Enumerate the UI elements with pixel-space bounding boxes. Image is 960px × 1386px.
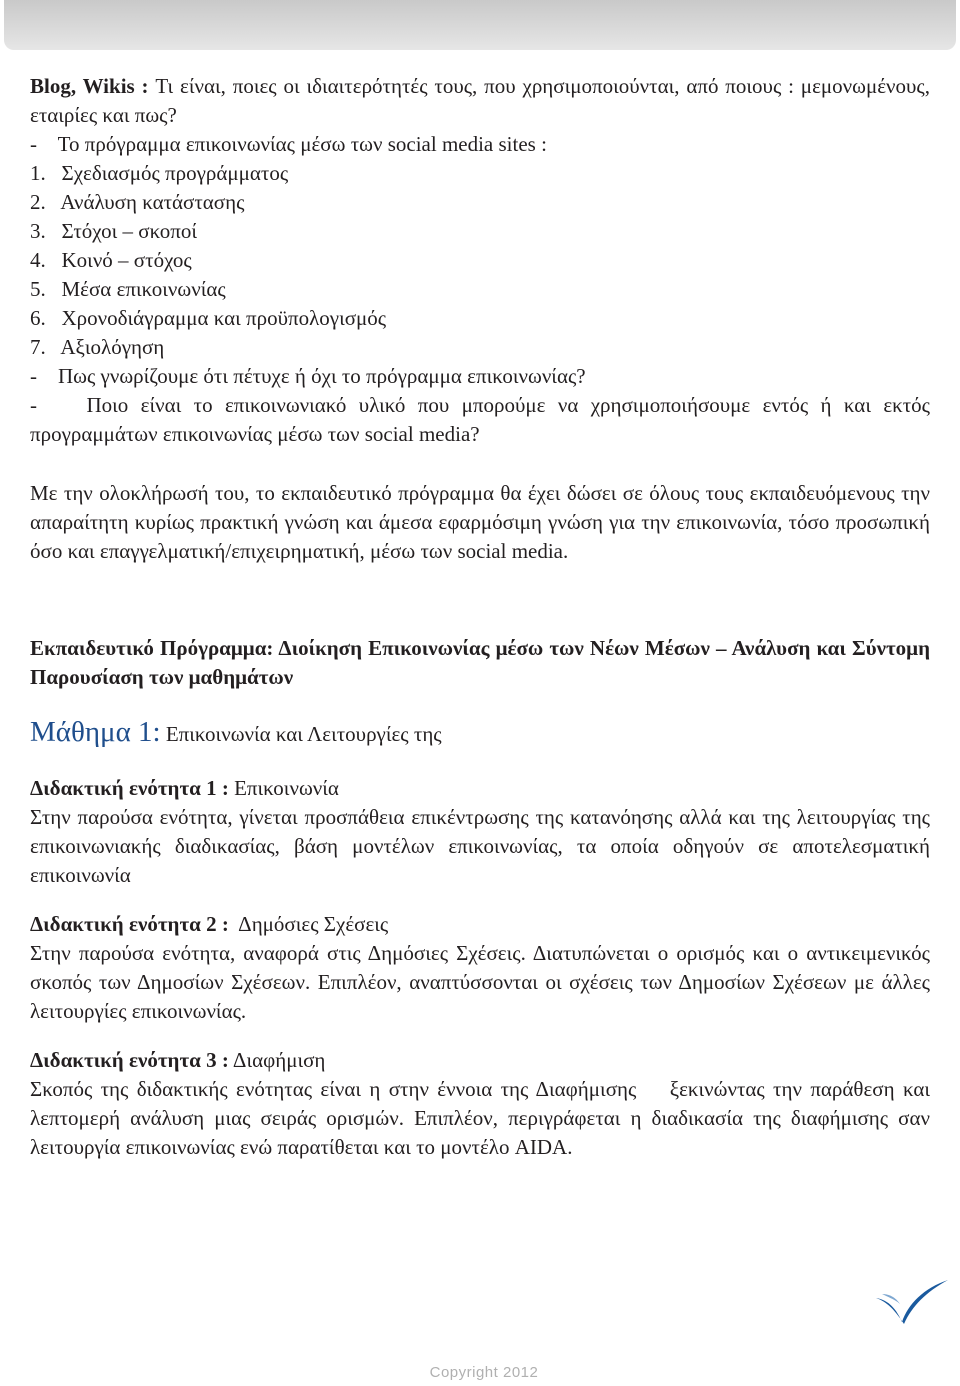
copyright: Copyright 2012 xyxy=(429,1364,539,1381)
unit-name: Διαφήμιση xyxy=(228,1048,326,1072)
lesson-name: Επικοινωνία και Λειτουργίες της xyxy=(160,722,442,746)
list-line: 1. Σχεδιασμός προγράμματος xyxy=(30,161,289,185)
logo-checkmark-icon xyxy=(874,1278,950,1326)
list-line: 5. Μέσα επικοινωνίας xyxy=(30,277,226,301)
list-line: 3. Στόχοι – σκοποί xyxy=(30,219,197,243)
unit-name: Επικοινωνία xyxy=(228,776,339,800)
list-line: 6. Χρονοδιάγραμμα και προϋπολογισμός xyxy=(30,306,387,330)
unit-label: Διδακτική ενότητα 2 : xyxy=(30,912,229,936)
unit-heading xyxy=(30,910,930,939)
unit-text: Σκοπός της διδακτικής ενότητας είναι η στην έννοια της Διαφήμισης ξεκινώντας την παράθεση και λεπτομερή ανάλυση μιας σειράς ορισμών. Επιπλέον, περιγράφεται η διαδικασία της διαφήμισης σαν λειτουργία επικοινωνίας ενώ παρατίθεται και το μοντέλο AIDA. xyxy=(30,1077,936,1159)
unit-heading xyxy=(30,774,930,803)
document-body xyxy=(30,72,936,1162)
list-line: - Πως γνωρίζουμε ότι πέτυχε ή όχι το πρόγραμμα επικοινωνίας? xyxy=(30,364,586,388)
unit-name: Δημόσιες Σχέσεις xyxy=(228,912,389,936)
list-line: 7. Αξιολόγηση xyxy=(30,335,165,359)
intro-paragraph xyxy=(30,72,930,130)
unit-text: Στην παρούσα ενότητα, αναφορά στις Δημόσιες Σχέσεις. Διατυπώνεται ο ορισμός και ο αντικειμενικός σκοπός των Δημοσίων Σχέσεων. Επιπλέον, αναπτύσσονται οι σχέσεις των Δημοσίων Σχέσεων με άλλες λειτουργίες επικοινωνίας. xyxy=(30,941,930,1023)
unit-label: Διδακτική ενότητα 3 : xyxy=(30,1048,229,1072)
intro-text: Τι είναι, ποιες οι ιδιαιτερότητές τους, που χρησιμοποιούνται, από ποιους : μεμονωμένους, εταιρίες και πως? xyxy=(30,74,930,127)
list-line: - Το πρόγραμμα επικοινωνίας μέσω των social media sites : xyxy=(30,132,547,156)
list-line: 2. Ανάλυση κατάστασης xyxy=(30,190,245,214)
unit-label: Διδακτική ενότητα 1 : xyxy=(30,776,229,800)
unit-heading xyxy=(30,1046,930,1075)
header-bar xyxy=(4,0,956,50)
unit-text: Στην παρούσα ενότητα, γίνεται προσπάθεια επικέντρωσης της κατανόησης αλλά και της λειτουργίας της επικοινωνιακής διαδικασίας, βάση μοντέλων επικοινωνίας, τα οποία οδηγούν σε αποτελεσματική επικοινωνία xyxy=(30,805,930,887)
lesson-prefix: Μάθημα 1: xyxy=(30,716,161,748)
program-heading: Εκπαιδευτικό Πρόγραμμα: Διοίκηση Επικοινωνίας μέσω των Νέων Μέσων – Ανάλυση και Σύντομη Παρουσίαση των μαθημάτων xyxy=(30,636,930,689)
summary-paragraph: Με την ολοκλήρωσή του, το εκπαιδευτικό πρόγραμμα θα έχει δώσει σε όλους τους εκπαιδευόμενους την απαραίτητη κυρίως πρακτική γνώση και άμεσα εφαρμόσιμη γνώση για την επικοινωνία, τόσο προσωπική όσο και επαγγελματική/επιχειρηματική, μέσω των social media. xyxy=(30,481,930,563)
intro-bold: Blog, Wikis : xyxy=(30,74,149,98)
lesson-title xyxy=(30,712,930,754)
list-line: 4. Κοινό – στόχος xyxy=(30,248,192,272)
last-question: - Ποιο είναι το επικοινωνιακό υλικό που μπορούμε να χρησιμοποιήσουμε εντός ή και εκτός προγραμμάτων επικοινωνίας μέσω των social media? xyxy=(30,393,936,446)
